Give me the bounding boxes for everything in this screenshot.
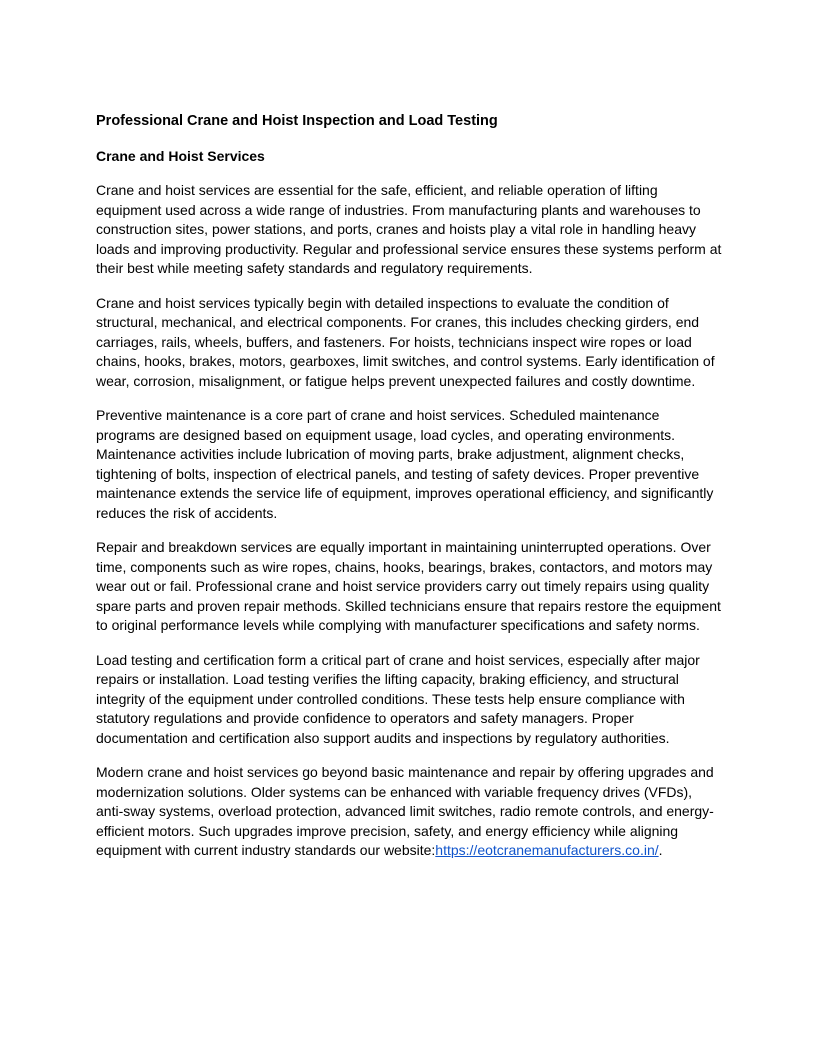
paragraph-preventive-maintenance: Preventive maintenance is a core part of crane and hoist services. Scheduled maintenance programs are designed based on equipment usage, load cycles, and operating environments. Maintenance activities include lubrication of moving parts, brake adjustment, alignment checks, tightening of bolts, inspection of electrical panels, and testing of safety devices. Proper preventive maintenance extends the service life of equipment, improves operational efficiency, and significantly reduces the risk of accidents. — [96, 407, 714, 521]
paragraph-load-testing: Load testing and certification form a critical part of crane and hoist services, especially after major repairs or installation. Load testing verifies the lifting capacity, braking efficiency, and structural integrity of the equipment under controlled conditions. These tests help ensure compliance with statutory regulations and provide confidence to operators and safety managers. Proper documentation and certification also support audits and inspections by regulatory authorities. — [96, 651, 700, 746]
website-link[interactable]: https://eotcranemanufacturers.co.in/ — [435, 842, 659, 858]
document-page — [96, 112, 722, 876]
paragraph-intro: Crane and hoist services are essential for the safe, efficient, and reliable operation of lifting equipment used across a wide range of industries. From manufacturing plants and warehouses to construction sites, power stations, and ports, cranes and hoists play a vital role in handling heavy loads and improving productivity. Regular and professional service ensures these systems perform at their best while meeting safety standards and regulatory requirements. — [96, 182, 722, 276]
link-trailing-period: . — [658, 842, 663, 858]
paragraph-inspections: Crane and hoist services typically begin with detailed inspections to evaluate the condition of structural, mechanical, and electrical components. For cranes, this includes checking girders, end carriages, rails, wheels, buffers, and fasteners. For hoists, technicians inspect wire ropes or load chains, hooks, brakes, motors, gearboxes, limit switches, and control systems. Early identification of wear, corrosion, misalignment, or fatigue helps prevent unexpected failures and costly downtime. — [96, 294, 715, 389]
document-title: Professional Crane and Hoist Inspection and Load Testing — [96, 113, 498, 129]
modernization-text: Modern crane and hoist services go beyond basic maintenance and repair by offering upgrades and modernization solutions. Older systems can be enhanced with variable frequency drives (VFDs), anti-sway systems, overload protection, advanced limit switches, radio remote controls, and energy-efficient motors. Such upgrades improve precision, safety, and energy efficiency while aligning equipment with current industry standards our — [96, 764, 714, 858]
paragraph-repair-services: Repair and breakdown services are equally important in maintaining uninterrupted operations. Over time, components such as wire ropes, chains, hooks, bearings, brakes, contactors, and motors may wear out or fail. Professional crane and hoist service providers carry out timely repairs using quality spare parts and proven repair methods. Skilled technicians ensure that repairs restore the equipment to original performance levels while complying with manufacturer specifications and safety norms. — [96, 539, 721, 633]
website-label: website: — [383, 842, 436, 858]
paragraph-modernization — [96, 763, 722, 861]
section-heading: Crane and Hoist Services — [96, 148, 265, 164]
